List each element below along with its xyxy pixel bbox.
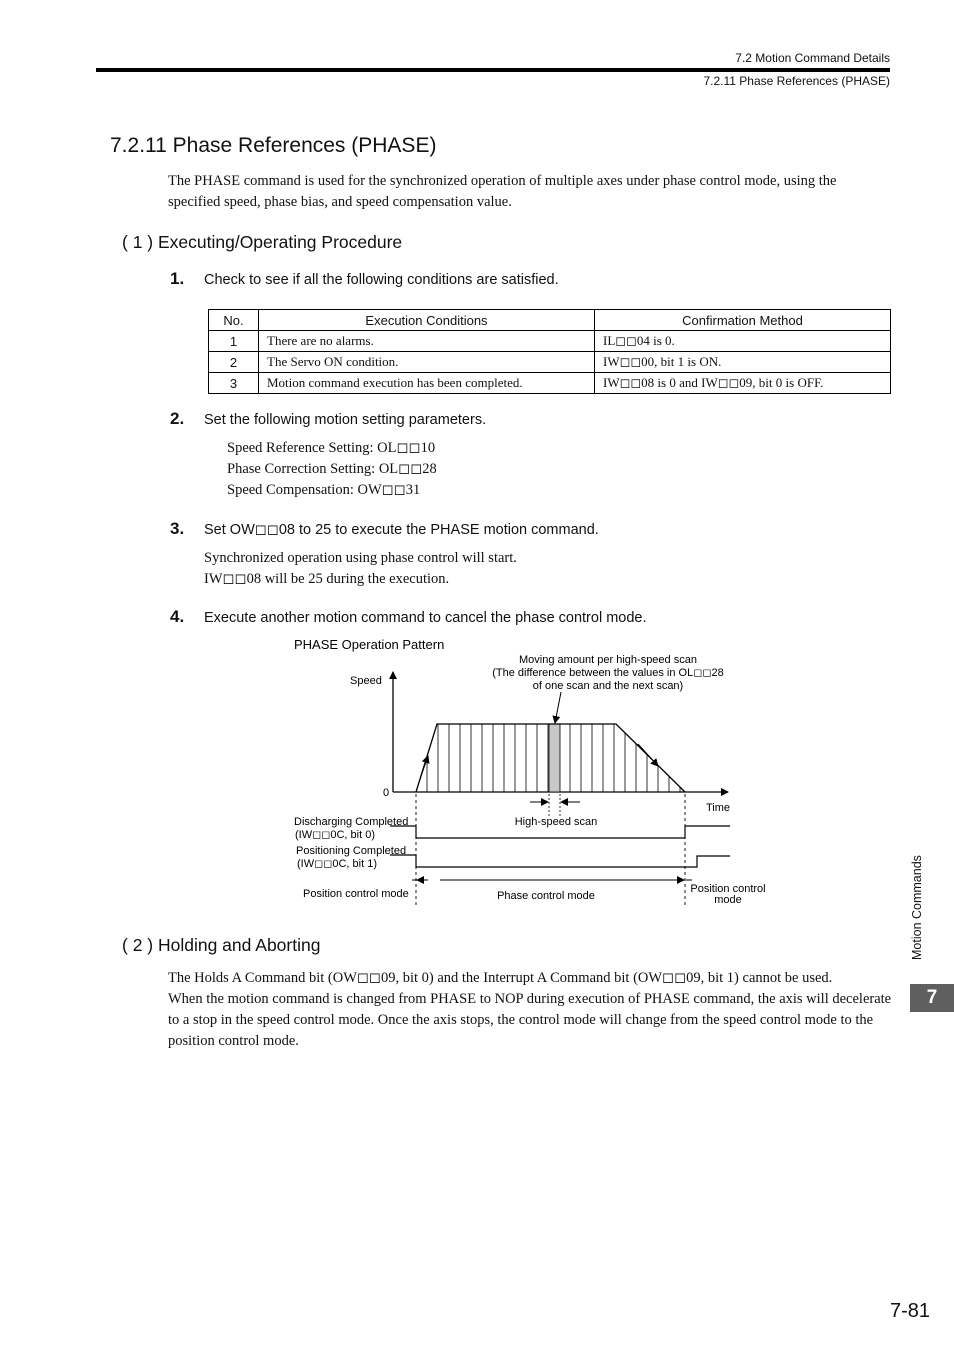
time-axis-label: Time: [706, 802, 731, 814]
annotation-line: (The difference between the values in OL◻◻28: [492, 667, 724, 679]
diagram-title: PHASE Operation Pattern: [294, 637, 445, 652]
discharging-sublabel: (IW◻◻0C, bit 0): [295, 829, 375, 841]
table-cell-method: IL◻◻04 is 0.: [595, 331, 891, 352]
header-subsection: 7.2.11 Phase References (PHASE): [703, 74, 890, 88]
page-number: 7-81: [889, 1300, 930, 1322]
positioning-label: Positioning Completed: [296, 845, 407, 857]
section2-heading: ( 2 ) Holding and Aborting: [122, 935, 321, 955]
table-cell-condition: There are no alarms.: [259, 331, 595, 352]
mode-label-middle: Phase control mode: [497, 890, 595, 902]
mode-label-left: Position control mode: [303, 888, 409, 900]
step2-text: Set the following motion setting parameters.: [204, 412, 487, 428]
step4-text: Execute another motion command to cancel the phase control mode.: [204, 610, 647, 626]
positioning-signal: [390, 855, 730, 867]
header-section: 7.2 Motion Command Details: [735, 51, 890, 65]
side-chapter-label: Motion Commands: [910, 855, 924, 960]
param-phase-correction: Phase Correction Setting: OL◻◻28: [227, 461, 437, 477]
table-header-conditions: Execution Conditions: [259, 310, 595, 331]
step1-number: 1.: [170, 269, 185, 288]
table-cell-no: 2: [209, 352, 259, 373]
discharging-label: Discharging Completed: [294, 816, 409, 828]
table-cell-condition: Motion command execution has been completed.: [259, 373, 595, 394]
table-cell-condition: The Servo ON condition.: [259, 352, 595, 373]
param-speed-compensation: Speed Compensation: OW◻◻31: [227, 482, 421, 498]
step2-number: 2.: [170, 409, 185, 428]
speed-axis-label: Speed: [350, 675, 382, 687]
param-speed-reference: Speed Reference Setting: OL◻◻10: [227, 440, 436, 456]
annotation-arrow: [555, 692, 561, 723]
section2-paragraph: When the motion command is changed from PHASE to NOP during execution of PHASE command, the axis will decelerate to a stop in the speed control mode. Once the axis stops, the control mode will change from the speed control mode to the position control mode.: [168, 991, 892, 1049]
step3-number: 3.: [170, 519, 185, 538]
positioning-sublabel: (IW◻◻0C, bit 1): [297, 858, 377, 870]
mode-label-right-2: mode: [714, 894, 742, 906]
step3-note: Synchronized operation using phase control will start.: [204, 550, 517, 566]
section2-body: [168, 968, 892, 1052]
step3-text: Set OW◻◻08 to 25 to execute the PHASE motion command.: [204, 522, 599, 538]
section1-heading: ( 1 ) Executing/Operating Procedure: [122, 232, 403, 252]
high-speed-scan-label: High-speed scan: [514, 816, 598, 828]
annotation-line: Moving amount per high-speed scan: [519, 654, 697, 666]
page-title: 7.2.11 Phase References (PHASE): [110, 134, 437, 157]
chapter-tab: 7: [910, 984, 954, 1012]
annotation-line: of one scan and the next scan): [532, 680, 684, 692]
intro-paragraph: The PHASE command is used for the synchronized operation of multiple axes under phase control mode, using the specified speed, phase bias, and speed compensation value.: [168, 173, 837, 210]
origin-label: 0: [383, 787, 390, 799]
table-cell-no: 3: [209, 373, 259, 394]
decel-arrow: [638, 744, 658, 766]
step3-note: IW◻◻08 will be 25 during the execution.: [204, 571, 450, 587]
table-header-no: No.: [209, 310, 259, 331]
table-cell-method: IW◻◻08 is 0 and IW◻◻09, bit 0 is OFF.: [595, 373, 891, 394]
table-cell-no: 1: [209, 331, 259, 352]
step4-number: 4.: [170, 607, 185, 626]
step1-text: Check to see if all the following conditions are satisfied.: [204, 272, 559, 288]
mode-label-right: Position control: [690, 883, 766, 895]
section2-paragraph: The Holds A Command bit (OW◻◻09, bit 0) and the Interrupt A Command bit (OW◻◻09, bit 1) cannot be used.: [168, 970, 833, 986]
table-header-confirmation: Confirmation Method: [595, 310, 891, 331]
table-cell-method: IW◻◻00, bit 1 is ON.: [595, 352, 891, 373]
highlighted-scan: [549, 724, 560, 792]
